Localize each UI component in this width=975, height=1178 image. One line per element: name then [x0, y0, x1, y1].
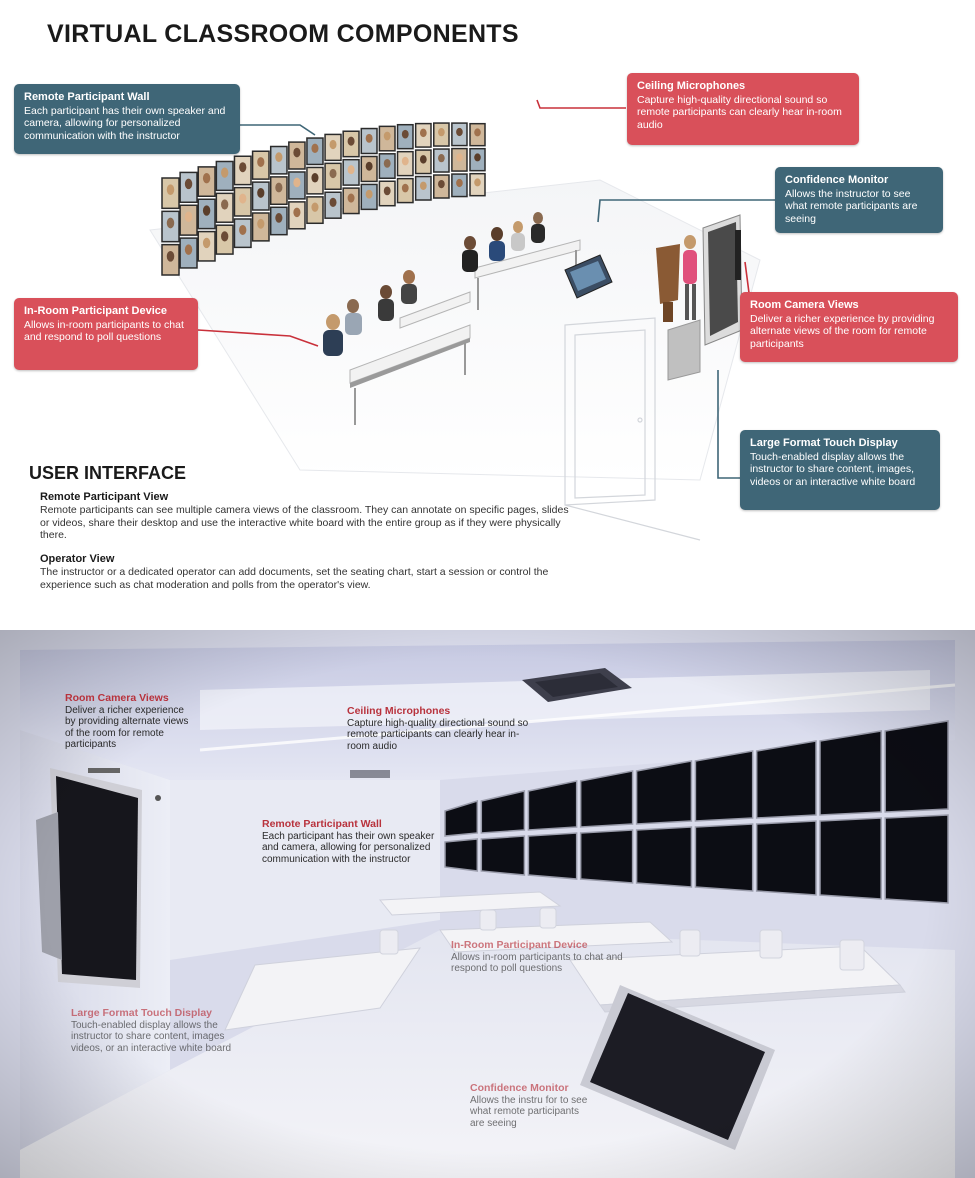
participant-face — [221, 168, 228, 178]
photo-label-confidence-monitor — [470, 1083, 590, 1129]
participant-face — [330, 169, 337, 178]
participant-face — [438, 154, 445, 162]
participant-face — [293, 148, 300, 158]
label-description: Each participant has their own speaker and camera, allowing for personalized communication with the instructor — [262, 830, 435, 865]
callout-title: Remote Participant Wall — [24, 91, 150, 103]
callout-in-room-participant-device — [14, 298, 198, 370]
participant-face — [221, 231, 228, 241]
participant-face — [456, 128, 463, 136]
callout-description: Allows in-room participants to chat and respond to poll questions — [24, 318, 184, 343]
panel-divider — [0, 620, 975, 630]
participant-face — [167, 251, 174, 262]
callout-room-camera-views — [740, 292, 958, 362]
label-description: Allows in-room participants to chat and respond to poll questions — [451, 951, 623, 974]
callout-title: Large Format Touch Display — [750, 437, 898, 449]
photo-label-remote-participant-wall — [262, 819, 440, 865]
participant-face — [420, 182, 427, 190]
page-title: VIRTUAL CLASSROOM COMPONENTS — [47, 20, 519, 48]
participant-face — [438, 180, 445, 188]
participant-face — [474, 128, 481, 136]
participant-face — [348, 194, 355, 203]
callout-description: Deliver a richer experience by providing alternate views of the room for remote participants — [750, 312, 935, 350]
participant-face — [203, 205, 210, 215]
participant-face — [275, 183, 282, 193]
callout-description: Touch-enabled display allows the instructor to share content, images, videos or an interactive white board — [750, 450, 916, 488]
participant-face — [185, 179, 192, 190]
participant-face — [348, 165, 355, 174]
label-description: Touch-enabled display allows the instructor to share content, images videos, or an interactive white board — [71, 1019, 232, 1054]
participant-face — [257, 219, 264, 229]
participant-face — [275, 213, 282, 223]
participant-face — [456, 153, 463, 161]
participant-face — [167, 184, 174, 195]
callout-description: Allows the instructor to see what remote participants are seeing — [785, 187, 918, 225]
participant-face — [474, 178, 481, 186]
participant-face — [402, 157, 409, 166]
participant-face — [257, 157, 264, 167]
participant-face — [239, 225, 246, 235]
callout-ceiling-microphones — [627, 73, 859, 145]
participant-face — [311, 173, 318, 182]
participant-face — [203, 238, 210, 248]
user-interface-heading: USER INTERFACE — [29, 463, 187, 483]
remote-view-title: Remote Participant View — [40, 491, 169, 503]
participant-face — [221, 199, 228, 209]
photo-label-in-room-participant-device — [451, 940, 631, 975]
label-title: Remote Participant Wall — [262, 818, 382, 830]
callout-title: Room Camera Views — [750, 299, 859, 311]
participant-face — [402, 130, 409, 139]
participant-face — [275, 152, 282, 162]
label-title: Large Format Touch Display — [71, 1007, 212, 1019]
participant-face — [456, 179, 463, 187]
label-description: Allows the instru for to see what remote participants are seeing — [470, 1094, 588, 1129]
participant-face — [293, 208, 300, 218]
participant-face — [239, 194, 246, 204]
operator-view-title: Operator View — [40, 553, 115, 565]
participant-face — [167, 218, 174, 229]
callout-description: Each participant has their own speaker and camera, allowing for personalized communication with the instructor — [24, 104, 226, 142]
callout-title: Ceiling Microphones — [637, 80, 746, 92]
callout-confidence-monitor — [775, 167, 943, 233]
participant-face — [311, 144, 318, 153]
participant-face — [330, 140, 337, 149]
participant-face — [293, 178, 300, 188]
label-title: Ceiling Microphones — [347, 705, 451, 717]
participant-face — [185, 212, 192, 223]
photo-label-large-format-touch-display — [71, 1008, 251, 1054]
callout-title: Confidence Monitor — [785, 174, 889, 186]
participant-face — [402, 184, 409, 193]
label-description: Capture high-quality directional sound so remote participants can clearly hear in-room audio — [347, 717, 529, 752]
remote-view-description: Remote participants can see multiple camera views of the classroom. They can annotate on specific pages, slides or videos, share their desktop and use the interactive white board with the entire group as if they were physically there. — [40, 504, 569, 541]
participant-face — [348, 137, 355, 146]
label-description: Deliver a richer experience by providing alternate views of the room for remote participants — [65, 704, 189, 750]
label-title: Room Camera Views — [65, 692, 169, 704]
participant-face — [185, 244, 192, 255]
participant-face — [420, 155, 427, 163]
photo-label-room-camera-views — [65, 693, 190, 751]
label-title: In-Room Participant Device — [451, 939, 588, 951]
participant-face — [366, 190, 373, 199]
participant-face — [203, 173, 210, 183]
participant-face — [420, 129, 427, 137]
callout-remote-participant-wall — [14, 84, 240, 154]
callout-description: Capture high-quality directional sound so remote participants can clearly hear in-room audio — [637, 93, 842, 131]
participant-face — [330, 198, 337, 207]
participant-face — [366, 134, 373, 143]
participant-face — [474, 153, 481, 161]
label-title: Confidence Monitor — [470, 1082, 569, 1094]
participant-face — [384, 159, 391, 168]
participant-face — [257, 188, 264, 198]
callout-large-format-touch-display — [740, 430, 940, 510]
participant-face — [438, 128, 445, 136]
photo-label-ceiling-microphones — [347, 706, 542, 752]
callout-title: In-Room Participant Device — [24, 305, 168, 317]
participant-face — [239, 162, 246, 172]
operator-view-description: The instructor or a dedicated operator can add documents, set the seating chart, start a session or control the experience such as chat moderation and polls from the operator's view. — [40, 566, 549, 591]
room-photo-panel — [0, 630, 975, 1178]
participant-face — [384, 186, 391, 195]
participant-face — [311, 202, 318, 211]
participant-face — [384, 132, 391, 141]
participant-face — [366, 162, 373, 171]
